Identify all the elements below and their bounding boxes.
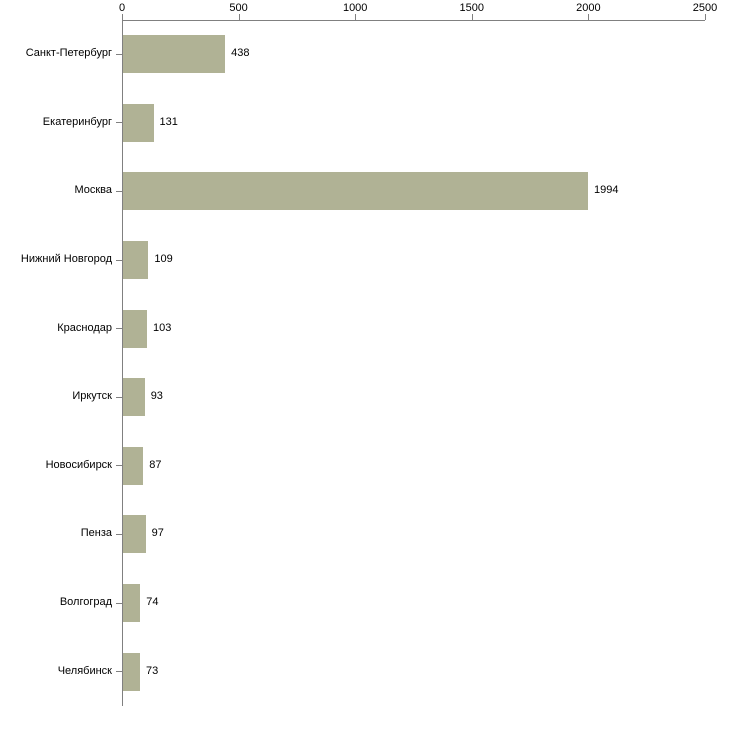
y-tick-mark bbox=[116, 122, 122, 123]
y-tick-mark bbox=[116, 260, 122, 261]
bar-value-label: 1994 bbox=[594, 184, 619, 197]
bar-value-label: 109 bbox=[154, 253, 173, 266]
y-tick-mark bbox=[116, 191, 122, 192]
bar-row bbox=[74, 157, 705, 226]
category-label: Москва bbox=[74, 184, 112, 197]
x-tick-label: 0 bbox=[118, 2, 126, 14]
bar[interactable] bbox=[123, 653, 140, 691]
bar-value-label: 93 bbox=[150, 390, 163, 403]
x-tick-mark bbox=[705, 14, 706, 20]
bar-value-label: 87 bbox=[149, 458, 162, 471]
y-tick-mark bbox=[116, 397, 122, 398]
category-label: Новосибирск bbox=[45, 458, 112, 471]
bar-value-label: 103 bbox=[153, 321, 172, 334]
bar[interactable] bbox=[123, 104, 154, 142]
category-label: Санкт-Петербург bbox=[25, 47, 112, 60]
bar-row bbox=[25, 20, 705, 89]
bar-row bbox=[57, 637, 705, 706]
plot-area bbox=[20, 20, 705, 706]
bar-row bbox=[80, 500, 705, 569]
bar-value-label: 73 bbox=[146, 664, 159, 677]
bar[interactable] bbox=[123, 584, 140, 622]
bar[interactable] bbox=[123, 310, 147, 348]
x-tick-label: 500 bbox=[229, 2, 248, 14]
bar-value-label: 97 bbox=[151, 527, 164, 540]
bar[interactable] bbox=[123, 515, 146, 553]
bar-value-label: 438 bbox=[231, 47, 250, 60]
y-tick-mark bbox=[116, 603, 122, 604]
category-label: Волгоград bbox=[59, 596, 112, 609]
bar-row bbox=[57, 294, 705, 363]
category-label: Нижний Новгород bbox=[20, 253, 112, 266]
y-tick-mark bbox=[116, 671, 122, 672]
y-tick-mark bbox=[116, 54, 122, 55]
bar-row bbox=[45, 432, 705, 501]
y-tick-mark bbox=[116, 534, 122, 535]
bar-row bbox=[20, 226, 705, 295]
bar-row bbox=[59, 569, 705, 638]
x-tick-label: 2500 bbox=[692, 2, 718, 14]
bar[interactable] bbox=[123, 35, 225, 73]
category-label: Екатеринбург bbox=[42, 115, 112, 128]
bar-row bbox=[72, 363, 705, 432]
category-label: Иркутск bbox=[72, 390, 112, 403]
y-tick-mark bbox=[116, 328, 122, 329]
category-label: Челябинск bbox=[57, 664, 112, 677]
x-tick-label: 1500 bbox=[459, 2, 485, 14]
category-label: Краснодар bbox=[57, 321, 112, 334]
category-label: Пенза bbox=[80, 527, 112, 540]
x-tick-label: 2000 bbox=[576, 2, 601, 14]
bar[interactable] bbox=[123, 241, 148, 279]
bar[interactable] bbox=[123, 447, 143, 485]
bar-value-label: 131 bbox=[159, 115, 178, 128]
bar-value-label: 74 bbox=[146, 596, 159, 609]
y-tick-mark bbox=[116, 465, 122, 466]
bar[interactable] bbox=[123, 172, 588, 210]
bar[interactable] bbox=[123, 378, 145, 416]
bar-row bbox=[42, 89, 705, 158]
x-tick-label: 1000 bbox=[342, 2, 368, 14]
